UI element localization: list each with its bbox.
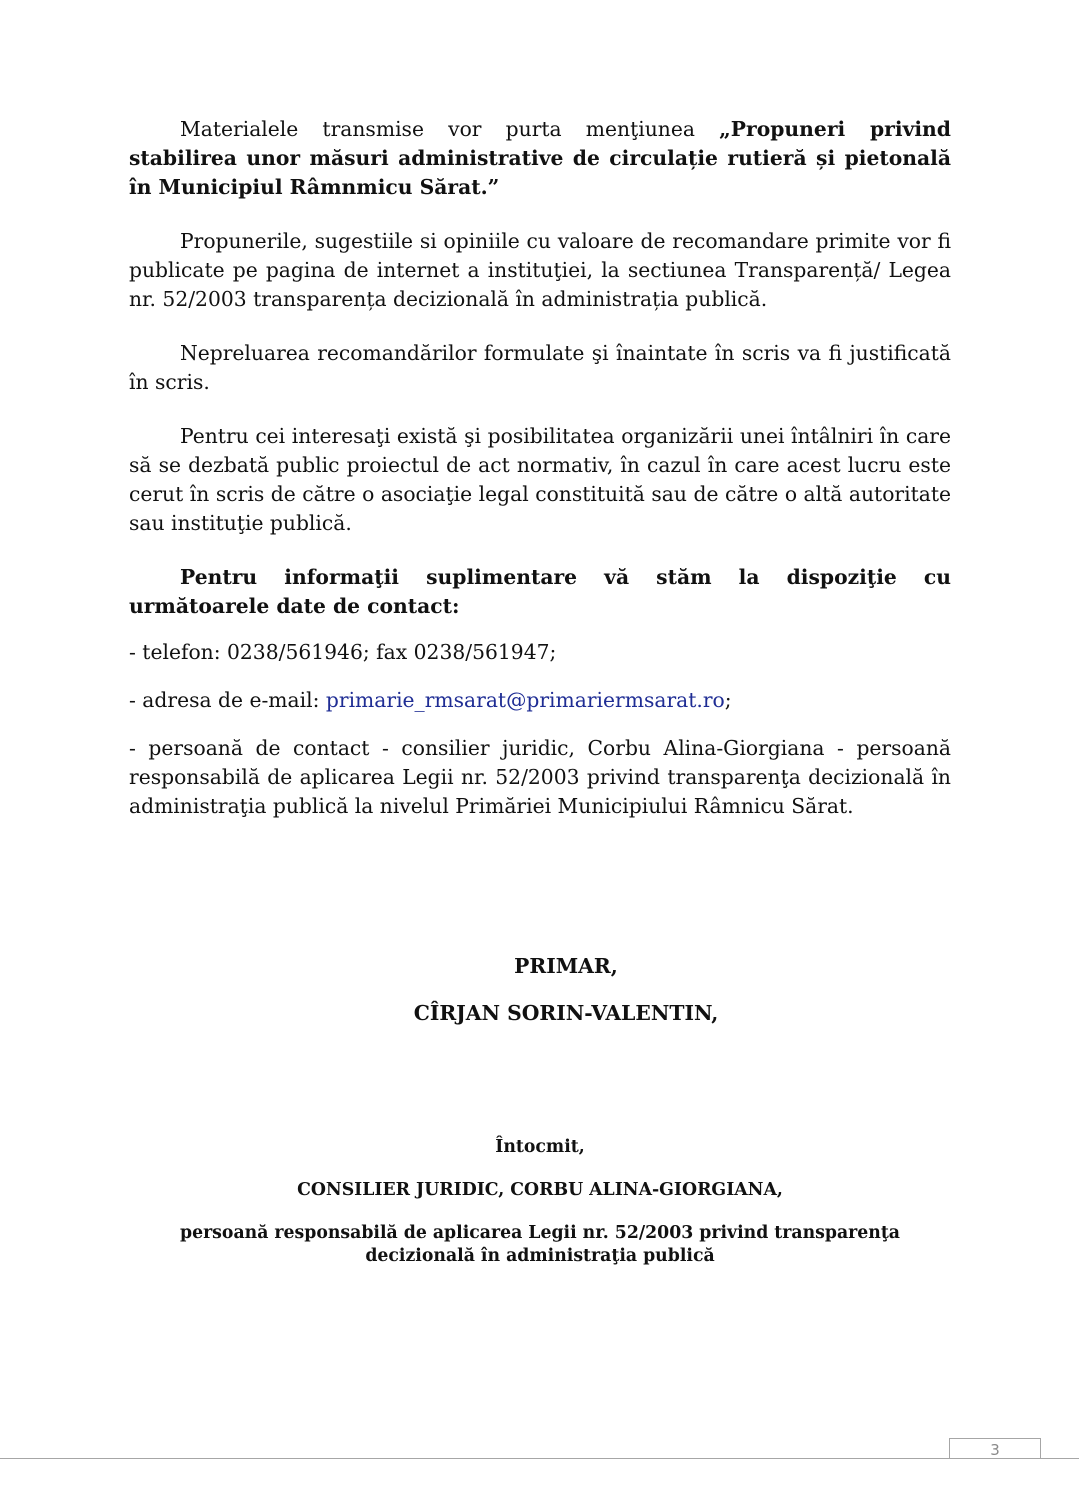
paragraph-publication: Propunerile, sugestiile si opiniile cu valoare de recomandare primite vor fi publicate pe pagina de internet a instituţiei, la sectiunea Transparență/ Legea nr. 52/2003 transparența decizională în administrația publică. [129, 229, 951, 311]
email-prefix: - adresa de e-mail: [129, 688, 326, 712]
signature-name: CÎRJAN SORIN-VALENTIN, [413, 1001, 719, 1025]
signature-role: PRIMAR, [514, 954, 618, 978]
prepared-by-name: CONSILIER JURIDIC, CORBU ALINA-GIORGIANA, [297, 1180, 783, 1200]
prepared-by-label: Întocmit, [495, 1137, 585, 1157]
prepared-by-responsibility: persoană responsabilă de aplicarea Legii nr. 52/2003 privind transparenţa decizională în administraţia publică [180, 1223, 900, 1266]
contact-email-line [129, 686, 951, 715]
email-link[interactable]: primarie_rmsarat@primariermsarat.ro [325, 688, 725, 712]
paragraph-submission-note [129, 115, 951, 202]
email-suffix: ; [724, 688, 732, 712]
footer-rule [0, 1458, 1079, 1459]
submission-note-title: „Propuneri privind stabilirea unor măsuri administrative de circulație rutieră și pietonală în Municipiul Râmnmicu Sărat.” [129, 117, 951, 199]
contact-phone-line: - telefon: 0238/561946; fax 0238/561947; [129, 640, 557, 664]
paragraph-contact-heading: Pentru informaţii suplimentare vă stăm la dispoziţie cu următoarele date de contact: [129, 565, 951, 618]
document-body [129, 115, 951, 840]
contact-person-line: - persoană de contact - consilier juridic, Corbu Alina-Giorgiana - persoană responsabilă de aplicarea Legii nr. 52/2003 privind transparenţa decizională în administraţia publică la nivelul Primăriei Municipiului Râmnicu Sărat. [129, 736, 951, 818]
page-number: 3 [949, 1438, 1041, 1458]
paragraph-non-adoption: Nepreluarea recomandărilor formulate şi înaintate în scris va fi justificată în scris. [129, 341, 951, 394]
paragraph-public-meeting: Pentru cei interesaţi există şi posibilitatea organizării unei întâlniri în care să se dezbată public proiectul de act normativ, în cazul în care acest lucru este cerut în scris de către o asociaţie legal constituită sau de către o altă autoritate sau instituţie publică. [129, 424, 951, 535]
submission-note-intro: Materialele transmise vor purta menţiunea [180, 117, 720, 141]
